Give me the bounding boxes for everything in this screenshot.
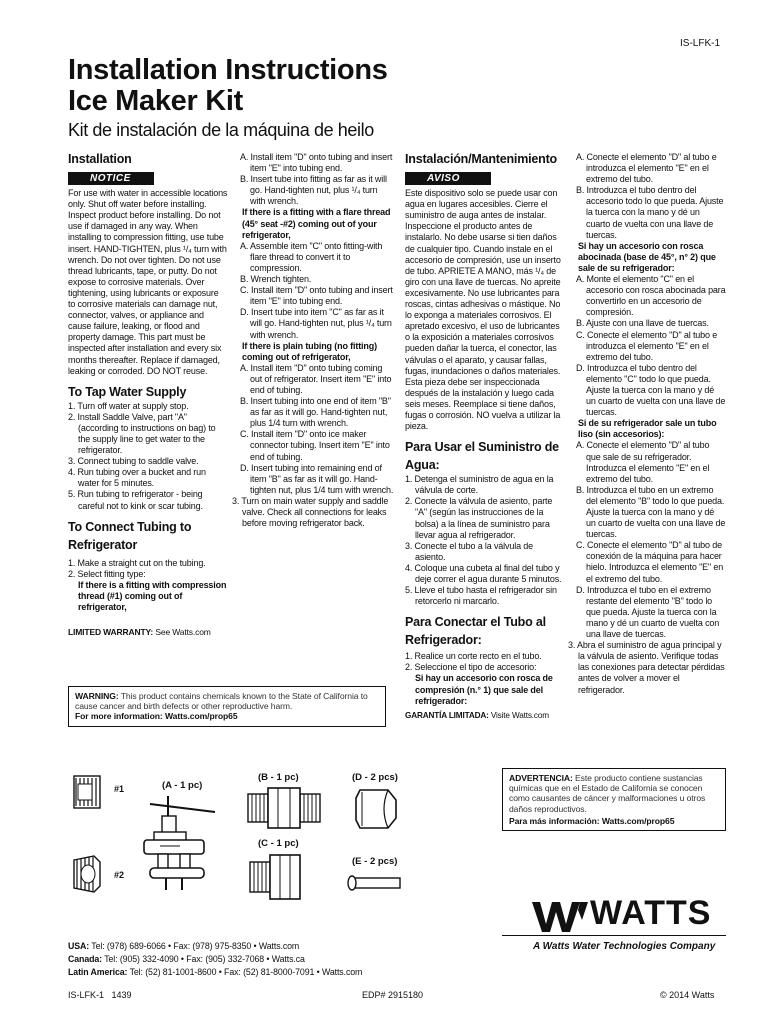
contact-canada (68, 953, 488, 966)
aviso-text: Este dispositivo solo se puede usar con agua en lugares accesibles. Cierre el suministro de auga antes de instalar. Inspeccione el producto antes de instalarlo. No debe usarse si tien daños de cualquier tipo. Cuando instale en el accesorio de compresión, use un inserto de tubo. APRIETE A MANO, más ¹/₄ de giro con una llave de tuercas. No apreite excesivamente. No use lubricantes para roscas, cintas adhesivas o mástique. No lo exponga a materiales corrosivos. El apretado excesivo, el uso de lubricantes o la exposición a materiales corrosivos pueden dañar la tuerca, el conector, las válvulas o el aparato, y causar fallas, fugas, inundaciones o daños materiales. Esta pieza debe ser inspeccionada después de la instalación y luego cada seis meses. Reemplace si tiene daños, fugas o corrosión. NO vuelva a utilizar la pieza. (405, 188, 561, 432)
footer-copyright: © 2014 Watts (660, 990, 715, 1000)
warning-label: WARNING: (75, 691, 119, 701)
column-4 (568, 152, 726, 696)
column-1 (68, 150, 228, 638)
contact-latam-text: Tel: (52) 81-1001-8600 • Fax: (52) 81-8000-7091 • Watts.com (129, 967, 363, 977)
compression-nut-icon (352, 786, 400, 832)
watts-logo (530, 896, 726, 936)
liso-condition: Si de su refrigerador sale un tubo liso (sin accesorios): (578, 418, 717, 440)
agua-heading: Para Usar el Suministro de Agua: (405, 440, 559, 473)
instalacion-heading: Instalación/Mantenimiento (405, 152, 557, 166)
agua-step: 5. Lleve el tubo hasta el refrigerador sin retorcerlo ni marcarlo. (405, 585, 557, 607)
part-c-label: (C - 1 pc) (258, 838, 299, 849)
doc-id-top: IS-LFK-1 (680, 38, 721, 49)
agua-step: 1. Detenga el suministro de agua en la válvula de corte. (405, 474, 554, 496)
warning-box-es (502, 768, 726, 831)
watts-logo-text: WATTS (590, 894, 712, 932)
notice-label: NOTICE (68, 172, 154, 185)
warning-box-en (68, 686, 386, 727)
union-fitting-icon (246, 786, 322, 830)
liso-step: C. Conecte el elemento "D" al tubo de conexión de la máquina para hacer hielo. Introduzca el elemento "E" en el extremo del tubo. (576, 540, 724, 584)
tap-step: 2. Install Saddle Valve, part "A" (according to instructions on bag) to the supply line to get water to the refrigerator. (68, 411, 216, 456)
flare-step: B. Wrench tighten. (240, 274, 312, 285)
connect-heading: To Connect Tubing to Refrigerator (68, 519, 192, 552)
compresion-step: B. Introduzca el tubo dentro del accesorio todo lo que pueda. Ajuste la tuerca con la mano y dé un cuarto de vuelta con una llave de tuercas. (576, 185, 724, 240)
fitting-1-icon (68, 768, 118, 816)
compresion-step: A. Conecte el elemento "D" al tubo e introduzca el elemento "E" en el extremo del tubo. (576, 152, 717, 185)
flare-adapter-icon (248, 852, 308, 902)
title-line-2: Ice Maker Kit (68, 85, 244, 117)
fitting-2-number: #2 (114, 870, 125, 880)
agua-step: 3. Conecte el tubo a la válvula de asiento. (405, 540, 533, 562)
tubo-compression-condition: Si hay un accesorio con rosca de compresión (n.° 1) que sale del refrigerador: (415, 673, 553, 706)
liso-step: D. Introduzca el tubo en el extremo restante del elemento "B" todo lo que pueda. Ajuste la tuerca con la mano y dé un cuarto de vuelta con una llave de tuercas. (576, 584, 720, 640)
contact-canada-label: Canada: (68, 954, 103, 964)
plain-step: B. Insert tubing into one end of item "B" as far as it will go. Hand-tighten nut, plus 1/4 turn with wrench. (240, 396, 391, 429)
garantia-limitada (405, 710, 563, 721)
page-subtitle: Kit de instalación de la máquina de heilo (68, 120, 374, 140)
tap-heading: To Tap Water Supply (68, 384, 187, 399)
contact-usa-label: USA: (68, 941, 90, 951)
abocinada-step: C. Conecte el elemento "D" al tubo e introduzca el elemento "E" en el extremo del tubo. (576, 329, 718, 362)
plain-step: C. Install item "D" onto ice maker connector tubing. Insert item "E" into end of tubing. (240, 429, 390, 462)
compression-step: A. Install item "D" onto tubing and insert item "E" into tubing end. (240, 152, 393, 174)
contact-latam (68, 966, 488, 979)
tap-step: 4. Run tubing over a bucket and run water for 5 minutes. (68, 467, 206, 489)
liso-step: A. Conecte el elemento "D" al tubo que sale de su refrigerador. Introduzca el elemento "E" en el extremo del tubo. (576, 440, 710, 484)
column-2 (232, 152, 394, 529)
part-e-label: (E - 2 pcs) (352, 856, 398, 867)
footer-edp: EDP# 2915180 (362, 990, 424, 1000)
tubo-step: 2. Seleccione el tipo de accesorio: (405, 662, 537, 673)
tap-step: 3. Connect tubing to saddle valve. (68, 456, 199, 467)
contact-latam-label: Latin America: (68, 967, 128, 977)
column-3 (405, 150, 563, 721)
flare-condition: If there is a fitting with a flare thread (45° seat -#2) coming out of your refrigerator, (242, 207, 391, 240)
fitting-1-number: #1 (114, 784, 125, 794)
abocinada-step: B. Ajuste con una llave de tuercas. (576, 318, 709, 329)
garantia-text: Visite Watts.com (490, 710, 549, 720)
footer-doc-id: IS-LFK-1 1439 (68, 990, 132, 1000)
connect-compression-condition: If there is a fitting with compression thread (#1) coming out of refrigerator, (78, 579, 227, 612)
saddle-valve-icon (140, 790, 240, 898)
connect-step: 1. Make a straight cut on the tubing. (68, 557, 206, 568)
agua-step: 4. Coloque una cubeta al final del tubo y deje correr el agua durante 5 minutos. (405, 562, 562, 584)
part-a-label: (A - 1 pc) (162, 780, 203, 791)
brand-tagline: A Watts Water Technologies Company (533, 941, 716, 952)
fitting-2-icon (68, 848, 118, 900)
compression-step: B. Insert tube into fitting as far as it will go. Hand-tighten nut, plus ¹/₄ turn with wrench. (240, 174, 387, 207)
contact-canada-text: Tel: (905) 332-4090 • Fax: (905) 332-7068 • Watts.ca (104, 954, 305, 964)
installation-heading: Installation (68, 152, 132, 166)
tubo-heading: Para Conectar el Tubo al Refrigerador: (405, 615, 546, 648)
warranty-label: LIMITED WARRANTY: (68, 627, 154, 638)
brand-divider (502, 935, 726, 936)
contact-usa (68, 940, 488, 953)
flare-step: A. Assemble item "C" onto fitting-with flare thread to convert it to compression. (240, 240, 383, 273)
plain-step: A. Install item "D" onto tubing coming out of refrigerator. Insert item "E" into end of tubing. (240, 362, 392, 395)
part-b-label: (B - 1 pc) (258, 772, 299, 783)
plain-step: D. Insert tubing into remaining end of item "B" as far as it will go. Hand-tighten nut, plus 1/4 turn with wrench. (240, 462, 394, 495)
aviso-label: AVISO (405, 172, 491, 185)
tap-step: 5. Run tubing to refrigerator - being careful not to kink or scar tubing. (68, 489, 203, 511)
plain-tubing-condition: If there is plain tubing (no fitting) coming out of refrigerator, (242, 340, 377, 362)
warranty-text: See Watts.com (155, 627, 211, 638)
abocinada-step: D. Introduzca el tubo dentro del elemento "C" todo lo que pueda. Ajuste la tuerca con la mano y dé un cuarto de vuelta con una llave de tuercas. (576, 362, 726, 418)
agua-step: 2. Conecte la válvula de asiento, parte "A" (según las instrucciones de la bolsa) a la línea de suministro para llevar agua al refrigerador. (405, 496, 553, 540)
connect-step: 2. Select fitting type: (68, 568, 146, 579)
advertencia-more-info: Para más información: Watts.com/prop65 (509, 815, 675, 826)
abocinada-condition: Si hay un accesorio con rosca abocinada (base de 45°, n° 2) que sale de su refrigerador: (578, 240, 716, 273)
title-line-1: Installation Instructions (68, 54, 388, 86)
garantia-label: GARANTÍA LIMITADA: (405, 710, 489, 720)
tap-step: 1. Turn off water at supply stop. (68, 400, 189, 411)
final-step: 3. Turn on main water supply and saddle valve. Check all connections for leaks before moving refrigerator back. (232, 495, 389, 529)
tubo-step: 1. Realice un corte recto en el tubo. (405, 651, 542, 662)
limited-warranty (68, 627, 228, 638)
warning-more-info: For more information: Watts.com/prop65 (75, 711, 238, 722)
contact-info (68, 940, 488, 979)
flare-step: D. Insert tube into item "C" as far as it will go. Hand-tighten nut, plus ¹/₄ turn with wrench. (240, 307, 392, 340)
page-title (68, 55, 388, 117)
notice-text: For use with water in accessible locations only. Shut off water before installing. Inspect product before installing. Do not use if damaged in any way. When installing to compression fitting, use tube insert. HAND-TIGHTEN, plus ¹/₄ turn with wrench. Do not over tighten. Do not use thread lubricants, tape, or putty. Do not expose to corrosive materials. Over tightening, using lubricants or exposure to corrosive materials can damage nut, connector, valves, or appliance and cause failure, leaking, or flood and property damage. This part must be inspected after installation and every six months thereafter. Replace if damaged, leaking or corroded. DO NOT reuse. (68, 188, 228, 376)
advertencia-label: ADVERTENCIA: (509, 773, 573, 783)
contact-usa-text: Tel: (978) 689-6066 • Fax: (978) 975-8350 • Watts.com (91, 941, 300, 951)
part-d-label: (D - 2 pcs) (352, 772, 398, 783)
flare-step: C. Install item "D" onto tubing and insert item "E" into tubing end. (240, 285, 393, 307)
final-step-es: 3. Abra el suministro de agua principal y la válvula de asiento. Verifique todas las conexiones para detectar pérdidas antes de volver a mover el refrigerador. (568, 640, 725, 695)
abocinada-step: A. Monte el elemento "C" en el accesorio con rosca abocinada para convertirlo en un accesorio de compresión. (576, 274, 726, 318)
liso-step: B. Introduzca el tubo en un extremo del elemento "B" todo lo que pueda. Ajuste la tuerca con la mano y dé un cuarto de vuelta con una llave de tuercas. (576, 484, 726, 540)
warning-text: This product contains chemicals known to the State of California to cause cancer and birth defects or other reproductive harm. (75, 691, 368, 712)
advertencia-text: Este producto contiene sustancias químicas que en el Estado de California se conocen como causantes de cáncer y malformaciones u otros daños reproductivos. (509, 773, 706, 814)
tube-insert-icon (344, 872, 404, 894)
